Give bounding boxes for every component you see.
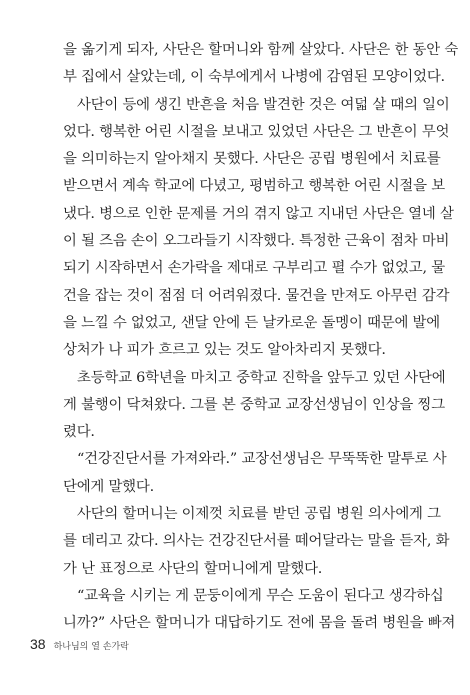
text-line: 을 옮기게 되자, 사단은 할머니와 함께 살았다. 사단은 한 동안 숙 [63,42,459,58]
text-line: 가 난 표정으로 사단의 할머니에게 말했다. [63,560,323,577]
text-line: 건을 잡는 것이 점점 더 어려워졌다. 물건을 만져도 아무런 감각 [63,287,450,304]
text-line: 초등학교 6학년을 마치고 중학교 진학을 앞두고 있던 사단에 [77,369,446,386]
text-line: 부 집에서 살았는데, 이 숙부에게서 나병에 감염된 모양이었다. [63,69,445,86]
text-line: “교육을 시키는 게 문둥이에게 무슨 도움이 된다고 생각하십 [77,587,444,604]
text-line: 을 의미하는지 알아채지 못했다. 사단은 공립 병원에서 치료를 [63,151,441,168]
text-line: “건강진단서를 가져와라.” 교장선생님은 무뚝뚝한 말투로 사 [77,451,447,468]
text-line: 니까?” 사단은 할머니가 대답하기도 전에 몸을 돌려 병원을 빠져 [63,615,456,632]
text-line: 냈다. 병으로 인한 문제를 거의 겪지 않고 지내던 사단은 열네 살 [63,205,454,222]
text-line: 받으면서 계속 학교에 다녔고, 평범하고 행복한 어린 시절을 보 [63,178,445,195]
text-line: 를 데리고 갔다. 의사는 건강진단서를 떼어달라는 말을 듣자, 화 [63,533,450,550]
running-title: 하나님의 열 손가락 [53,642,129,652]
page-body [63,37,459,638]
text-line: 게 불행이 닥쳐왔다. 그를 본 중학교 교장선생님이 인상을 찡그 [63,396,445,413]
text-line: 사단의 할머니는 이제껏 치료를 받던 공립 병원 의사에게 그 [77,506,441,523]
page-footer [30,636,129,652]
text-line: 상처가 나 피가 흐르고 있는 것도 알아차리지 못했다. [63,342,386,359]
text-line: 되기 시작하면서 손가락을 제대로 구부리고 펼 수가 없었고, 물 [63,260,445,277]
text-line: 었다. 행복한 어린 시절을 보내고 있었던 사단은 그 반흔이 무엇 [63,123,450,140]
text-line: 을 느낄 수 없었고, 샌달 안에 든 날카로운 돌멩이 때문에 발에 [63,314,440,331]
text-line: 단에게 말했다. [63,478,154,495]
text-line: 사단이 등에 생긴 반흔을 처음 발견한 것은 여덟 살 때의 일이 [77,96,450,113]
text-line: 렸다. [63,424,95,441]
page-number: 38 [30,636,46,652]
text-line: 이 될 즈음 손이 오그라들기 시작했다. 특정한 근육이 점차 마비 [63,233,450,250]
